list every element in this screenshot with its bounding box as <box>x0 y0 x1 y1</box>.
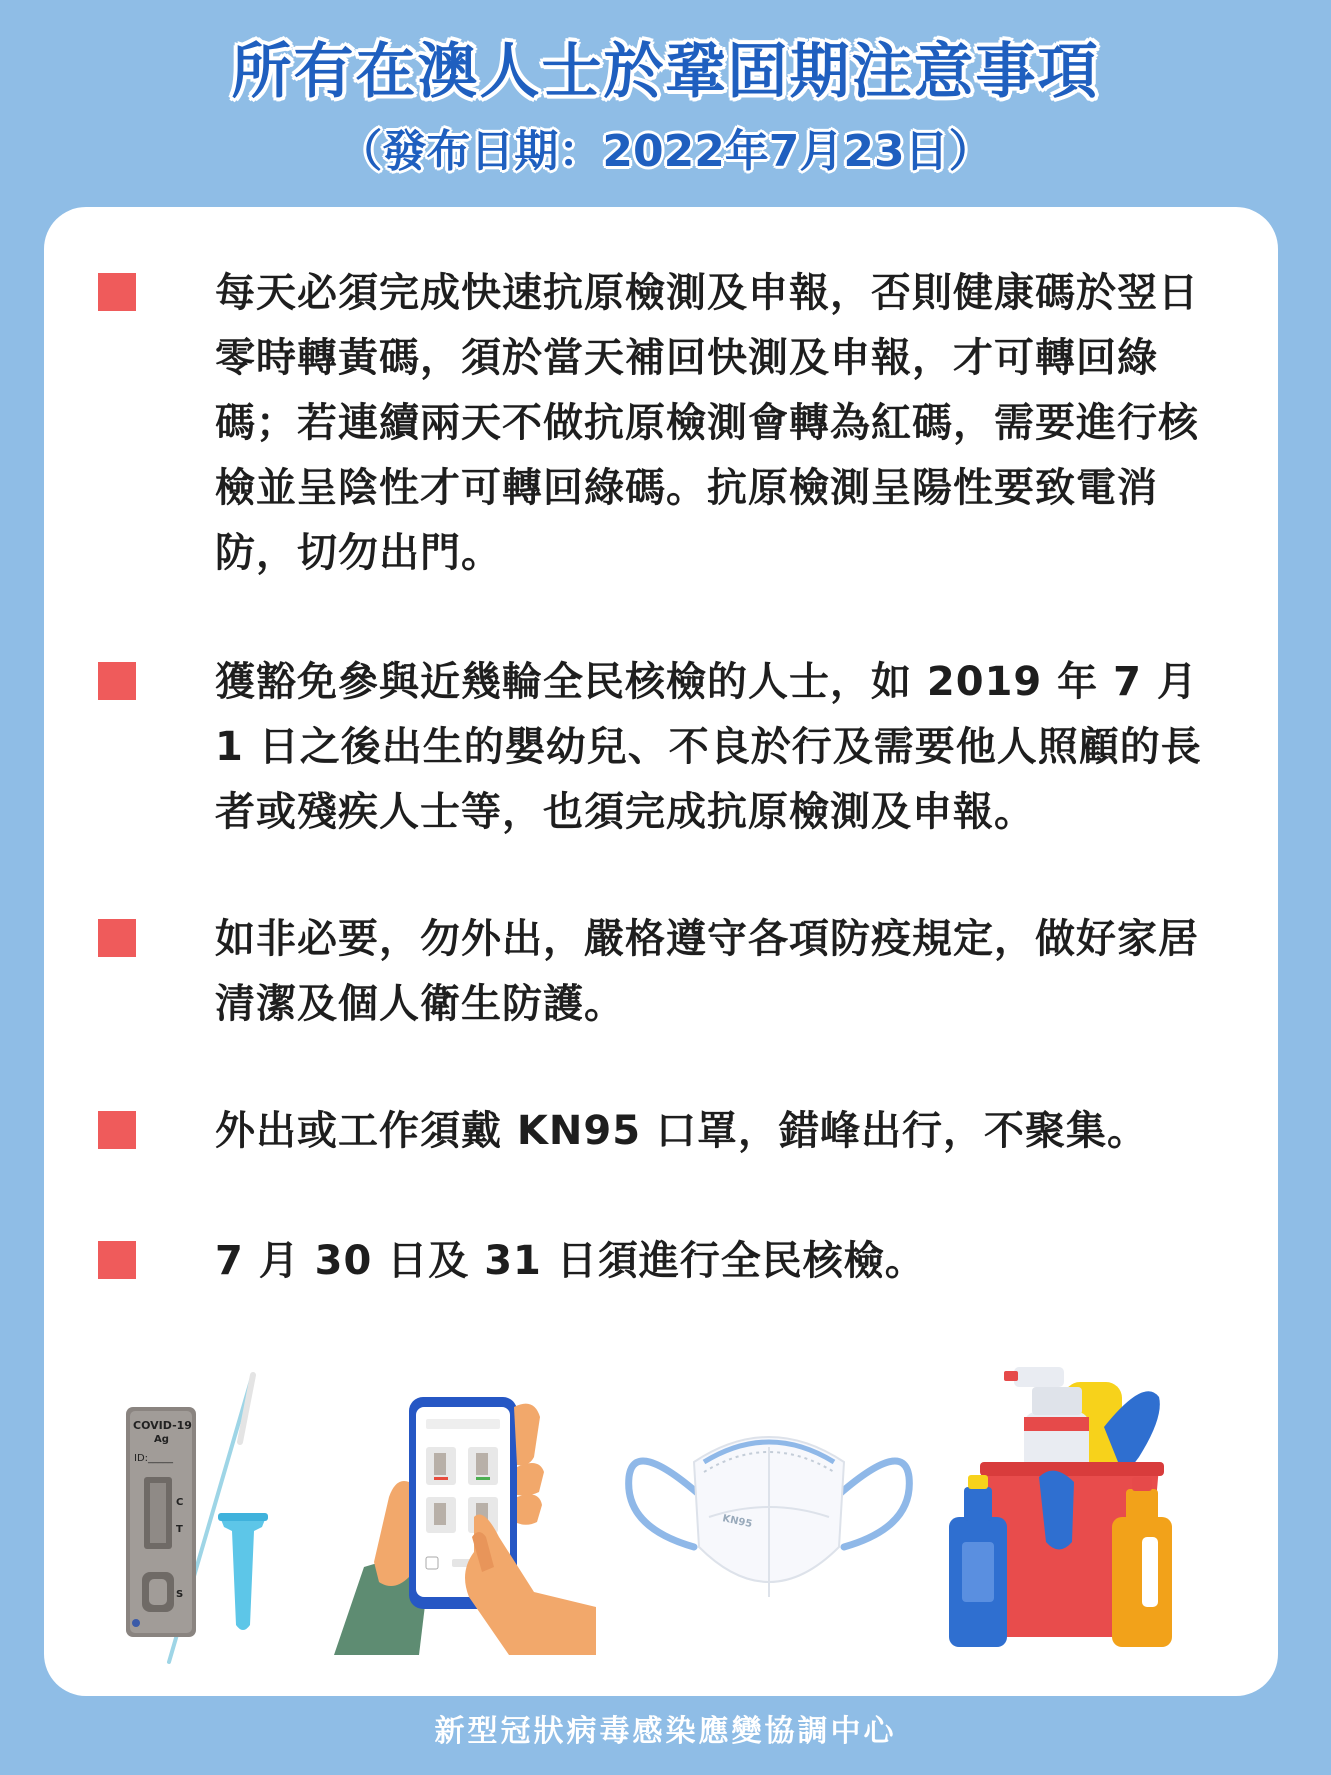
notice-item <box>98 1229 1218 1294</box>
notice-text: 7 月 30 日及 31 日須進行全民核檢。 <box>215 1238 926 1284</box>
bullet-square-icon <box>98 919 136 957</box>
bullet-square-icon <box>98 1111 136 1149</box>
notice-item <box>98 1099 1218 1164</box>
notice-text: 每天必須完成快速抗原檢測及申報，否則健康碼於翌日零時轉黃碼，須於當天補回快測及申報，才可轉回綠碼；若連續兩天不做抗原檢測會轉為紅碼，需要進行核檢並呈陰性才可轉回綠碼。抗原檢測呈陽性要致電消防，切勿出門。 <box>215 270 1199 576</box>
publish-date: （發布日期：2022年7月23日） <box>338 126 993 177</box>
antigen-test-kit-icon <box>114 1367 314 1667</box>
test-kit-t-mark: T <box>176 1524 183 1535</box>
test-kit-brand: COVID-19 <box>133 1419 192 1432</box>
notice-item <box>98 261 1218 586</box>
test-kit-id: ID:_____ <box>134 1453 174 1464</box>
illustration-row <box>44 1367 1278 1687</box>
notice-item <box>98 907 1218 1037</box>
bullet-square-icon <box>98 273 136 311</box>
notice-item <box>98 650 1218 845</box>
test-kit-c-mark: C <box>176 1497 184 1508</box>
footer-organization: 新型冠狀病毒感染應變協調中心 <box>434 1714 897 1749</box>
phone-report-icon <box>334 1377 604 1667</box>
page-title: 所有在澳人士於鞏固期注意事項 <box>231 37 1100 107</box>
test-kit-type: Ag <box>154 1434 169 1445</box>
content-card <box>44 207 1278 1696</box>
notice-text: 如非必要，勿外出，嚴格遵守各項防疫規定，做好家居清潔及個人衛生防護。 <box>215 916 1199 1027</box>
bullet-square-icon <box>98 662 136 700</box>
bullet-square-icon <box>98 1241 136 1279</box>
kn95-mask-icon <box>624 1417 914 1617</box>
header <box>0 30 1331 190</box>
mask-label: KN95 <box>721 1513 754 1531</box>
test-kit-s-mark: S <box>176 1589 184 1600</box>
cleaning-supplies-icon <box>944 1367 1204 1667</box>
notice-text: 外出或工作須戴 KN95 口罩，錯峰出行，不聚集。 <box>215 1108 1148 1154</box>
notice-text: 獲豁免參與近幾輪全民核檢的人士，如 2019 年 7 月 1 日之後出生的嬰幼兒、不良於行及需要他人照顧的長者或殘疾人士等，也須完成抗原檢測及申報。 <box>215 659 1202 835</box>
